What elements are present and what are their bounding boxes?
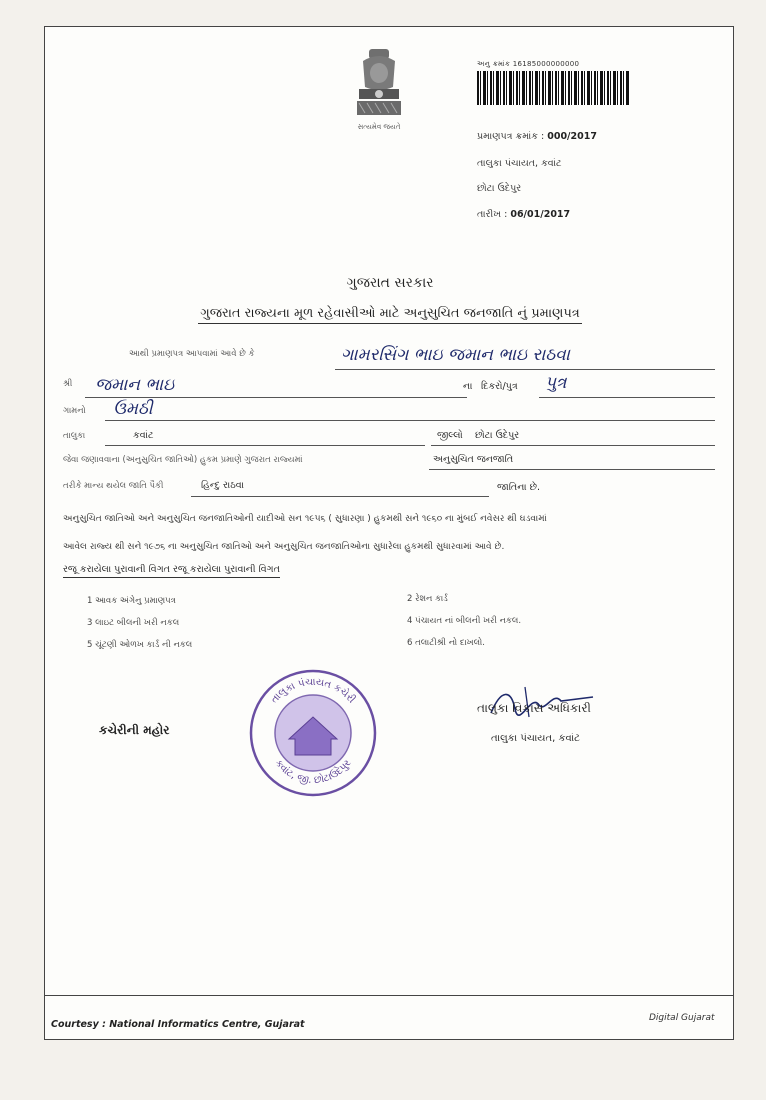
category-label: જેવા જણાવવાના (અનુસુચિત જાતિઓ) હુકમ પ્રમાણે ગુજરાત રાજ્યમાં [63,455,303,465]
document-item: 4 પંચાયત નાં બીલની ખરી નકલ. [407,616,522,626]
legal-line-2: આવેલ રાજ્ય થી સને ૧૯૭૬ ના અનુસુચિત જાતિઓ અને અનુસુચિત જનજાતિઓના સુધારેલા હુકમથી સુધારવામાં આવે છે. [63,542,505,552]
courtesy-text: Courtesy : National Informatics Centre, Gujarat [51,1019,305,1030]
signatory-office: તાલુકા પંચાયત, કવાંટ [491,733,581,744]
seal-ring-bottom: કવાંટ, જી. છોટાઉદેપુર [272,757,354,787]
digital-gujarat-label: Digital Gujarat [649,1013,715,1023]
district-line [431,445,715,446]
tribe-label: તરીકે માન્ય થયેલ જાતિ પૈકી [63,481,164,491]
relation-prefix: ના [463,381,473,392]
relation-line [539,397,715,398]
category-value: અનુસુચિત જનજાતિ [433,454,514,465]
father-name: જમાન ભાઇ [95,375,175,395]
relation-label: દિકરો/પુત્ર [481,381,518,392]
relation-value: પુત્ર [545,373,567,393]
legal-line-1: અનુસુચિત જાતિઓ અને અનુસુચિત જનજાતિઓની યાદીઓ સન ૧૯૫૬ ( સુધારણા ) હુકમથી સને ૧૯૬૦ ના મુંબઈ નવેસર થી ઘડવામાં [63,514,547,524]
certificate-number-label: પ્રમાણપત્ર ક્રમાંક : [477,131,545,142]
emblem-caption: સત્યમેવ જયતે [357,123,401,131]
document-item: 3 લાઇટ બીલની ખરી નકલ [87,618,180,628]
certificate-number [477,131,597,142]
certify-label: આથી પ્રમાણપત્ર આપવામાં આવે છે કે [129,349,255,359]
office-seal-stamp [247,667,379,799]
barcode-label: અનુ ક્રમાંક 16185000000000 [477,60,580,68]
document-item: 1 આવક અંગેનુ પ્રમાણપત્ર [87,596,176,606]
certificate-number-value: 000/2017 [547,131,597,142]
tribe-line [191,496,489,497]
taluka-label: તાલુકા [63,431,86,441]
category-line [429,469,715,470]
taluka-line [105,445,425,446]
documents-title: રજૂ કરાયેલા પુરાવાની વિગત રજૂ કરાયેલા પુરાવાની વિગત [63,564,280,578]
seal-ring-top: તાલુકા પંચાયત કચેરી [269,676,357,706]
applicant-name: ગામરસિંગ ભાઇ જમાન ભાઇ રાઠવા [341,345,570,365]
village-line [105,420,715,421]
village-label: ગામનો [63,406,86,416]
barcode [477,71,630,105]
certificate-date [477,209,570,220]
father-name-line [85,397,467,398]
document-item: 6 તલાટીશ્રી નો દાખલો. [407,638,485,648]
date-label: તારીખ : [477,209,508,220]
certificate-title [45,306,735,321]
government-heading: ગુજરાત સરકાર [346,275,434,291]
district-value: છોટા ઉદેપુર [475,430,520,441]
footer-divider [45,995,733,996]
issuer-district: છોટા ઉદેપુર [477,183,522,194]
certificate-title-text: ગુજરાત રાજ્યના મૂળ રહેવાસીઓ માટે અનુસુચિત જનજાતિ નું પ્રમાણપત્ર [198,306,582,324]
issuer: તાલુકા પંચાયત, કવાંટ [477,158,562,169]
date-value: 06/01/2017 [510,209,571,220]
document-item: 5 ચૂંટણી ઓળખ કાર્ડ ની નકલ [87,640,193,650]
legal-paragraph [63,505,713,561]
taluka-value: કવાંટ [133,430,154,441]
national-emblem-icon [349,47,409,129]
applicant-name-line [335,369,715,370]
shri-label: શ્રી [63,379,73,389]
village-value: ઉમઠી [113,399,153,419]
certificate-page [44,26,734,1040]
signatory-title: તાલુકા વિકાસ અધિકારી [477,701,591,715]
tribe-suffix: જાતિના છે. [497,482,540,493]
tribe-value: હિન્દુ રાઠવા [201,480,245,491]
document-item: 2 રેશન કાર્ડ [407,594,448,604]
office-seal-label: કચેરીની મહોર [99,723,170,737]
district-label: જીલ્લો [437,430,463,441]
